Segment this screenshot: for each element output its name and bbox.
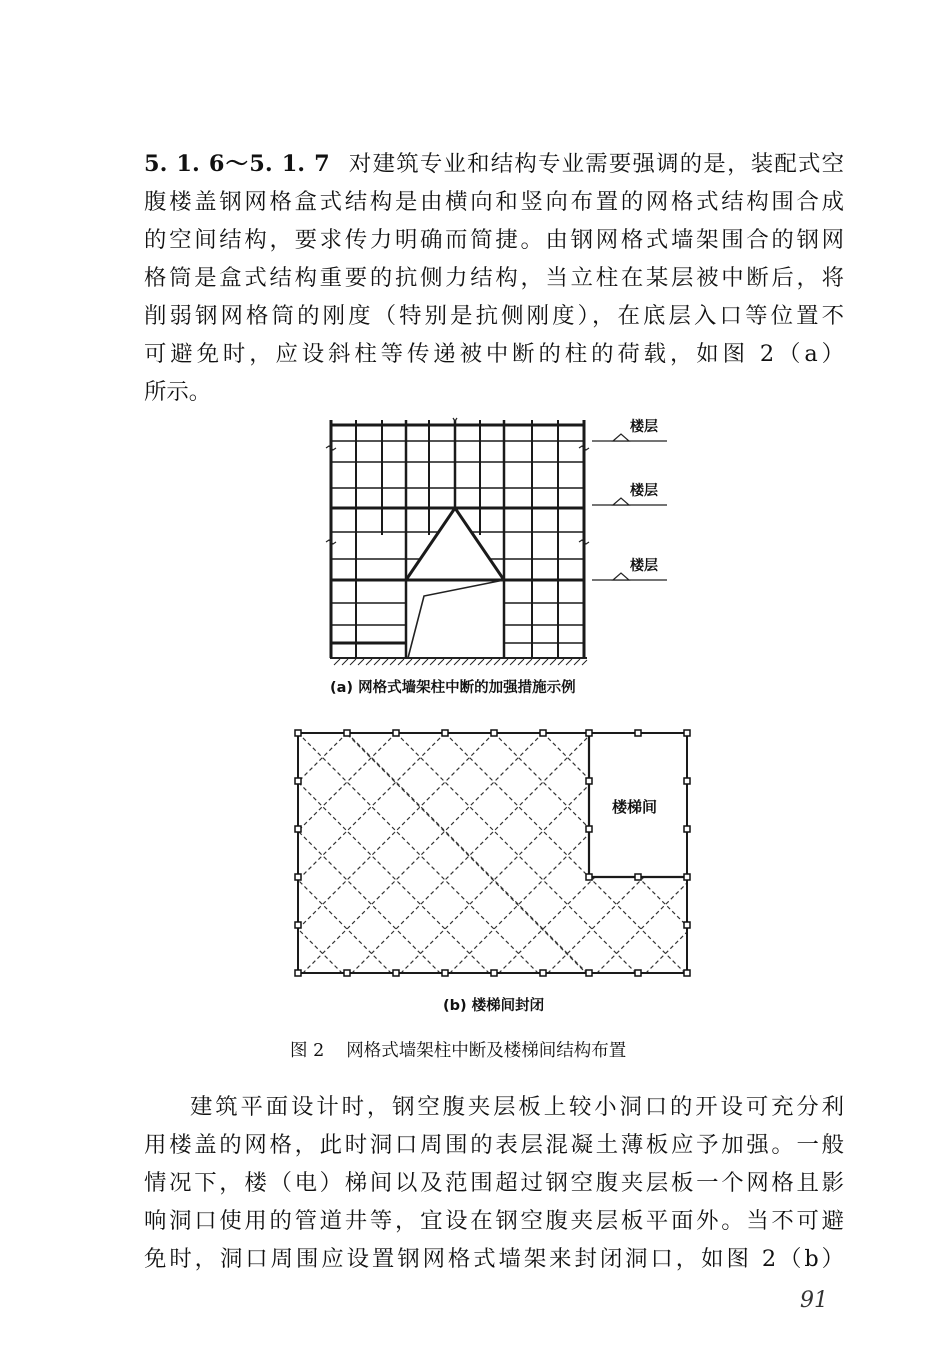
- paragraph-1-line-6: 可避免时，应设斜柱等传递被中断的柱的荷载，如图 2（a）: [144, 341, 844, 367]
- paragraph-1-line-1: 5. 1. 6～5. 1. 7 对建筑专业和结构专业需要强调的是，装配式空: [144, 151, 844, 177]
- paragraph-1-line-7: 所示。: [144, 379, 212, 405]
- stairwell-label: 楼梯间: [612, 798, 658, 816]
- floor-label-3: 楼层: [630, 558, 658, 574]
- inclined-column: [408, 580, 504, 658]
- paragraph-2-line-3: 情况下，楼（电）梯间以及范围超过钢空腹夹层板一个网格且影: [144, 1170, 844, 1196]
- diagonal-grid-lines: [292, 727, 694, 982]
- paragraph-2-line-4: 响洞口使用的管道井等，宜设在钢空腹夹层板平面外。当不可避: [144, 1208, 844, 1234]
- column-markers: [295, 730, 690, 976]
- plan-outline: [298, 733, 687, 973]
- paragraph-1-line-3: 的空间结构，要求传力明确而简捷。由钢网格式墙架围合的钢网: [144, 227, 844, 253]
- ground-hatch: [330, 658, 587, 665]
- figure-a-wall-frame-elevation: [320, 408, 680, 670]
- figure-b-stairwell-plan: [292, 727, 694, 982]
- paragraph-1: [144, 145, 844, 411]
- triangle-brace: [406, 508, 504, 580]
- floor-label-2: 楼层: [630, 483, 658, 499]
- figure-a-caption: (a) 网格式墙架柱中断的加强措施示例: [330, 680, 576, 696]
- paragraph-2-line-2: 用楼盖的网格，此时洞口周围的表层混凝土薄板应予加强。一般: [144, 1132, 844, 1158]
- paragraph-2-line-1: 建筑平面设计时，钢空腹夹层板上较小洞口的开设可充分利: [190, 1094, 844, 1120]
- figure-title: [290, 1037, 626, 1062]
- figure-number: 图 2: [290, 1041, 325, 1061]
- clause-number: 5. 1. 6～5. 1. 7: [144, 151, 330, 177]
- figure-title-text: 网格式墙架柱中断及楼梯间结构布置: [346, 1041, 627, 1061]
- paragraph-1-line-4: 格筒是盒式结构重要的抗侧力结构，当立柱在某层被中断后，将: [144, 265, 844, 291]
- paragraph-1-line-5: 削弱钢网格筒的刚度（特别是抗侧刚度），在底层入口等位置不: [144, 303, 844, 329]
- floor-label-1: 楼层: [630, 419, 658, 435]
- paragraph-2: [144, 1088, 844, 1278]
- paragraph-1-line-2: 腹楼盖钢网格盒式结构是由横向和竖向布置的网格式结构围合成: [144, 189, 844, 215]
- figure-b-caption: (b) 楼梯间封闭: [443, 998, 545, 1014]
- paragraph-2-line-5: 免时，洞口周围应设置钢网格式墙架来封闭洞口，如图 2（b）: [144, 1246, 844, 1272]
- page-number: 91: [800, 1288, 828, 1313]
